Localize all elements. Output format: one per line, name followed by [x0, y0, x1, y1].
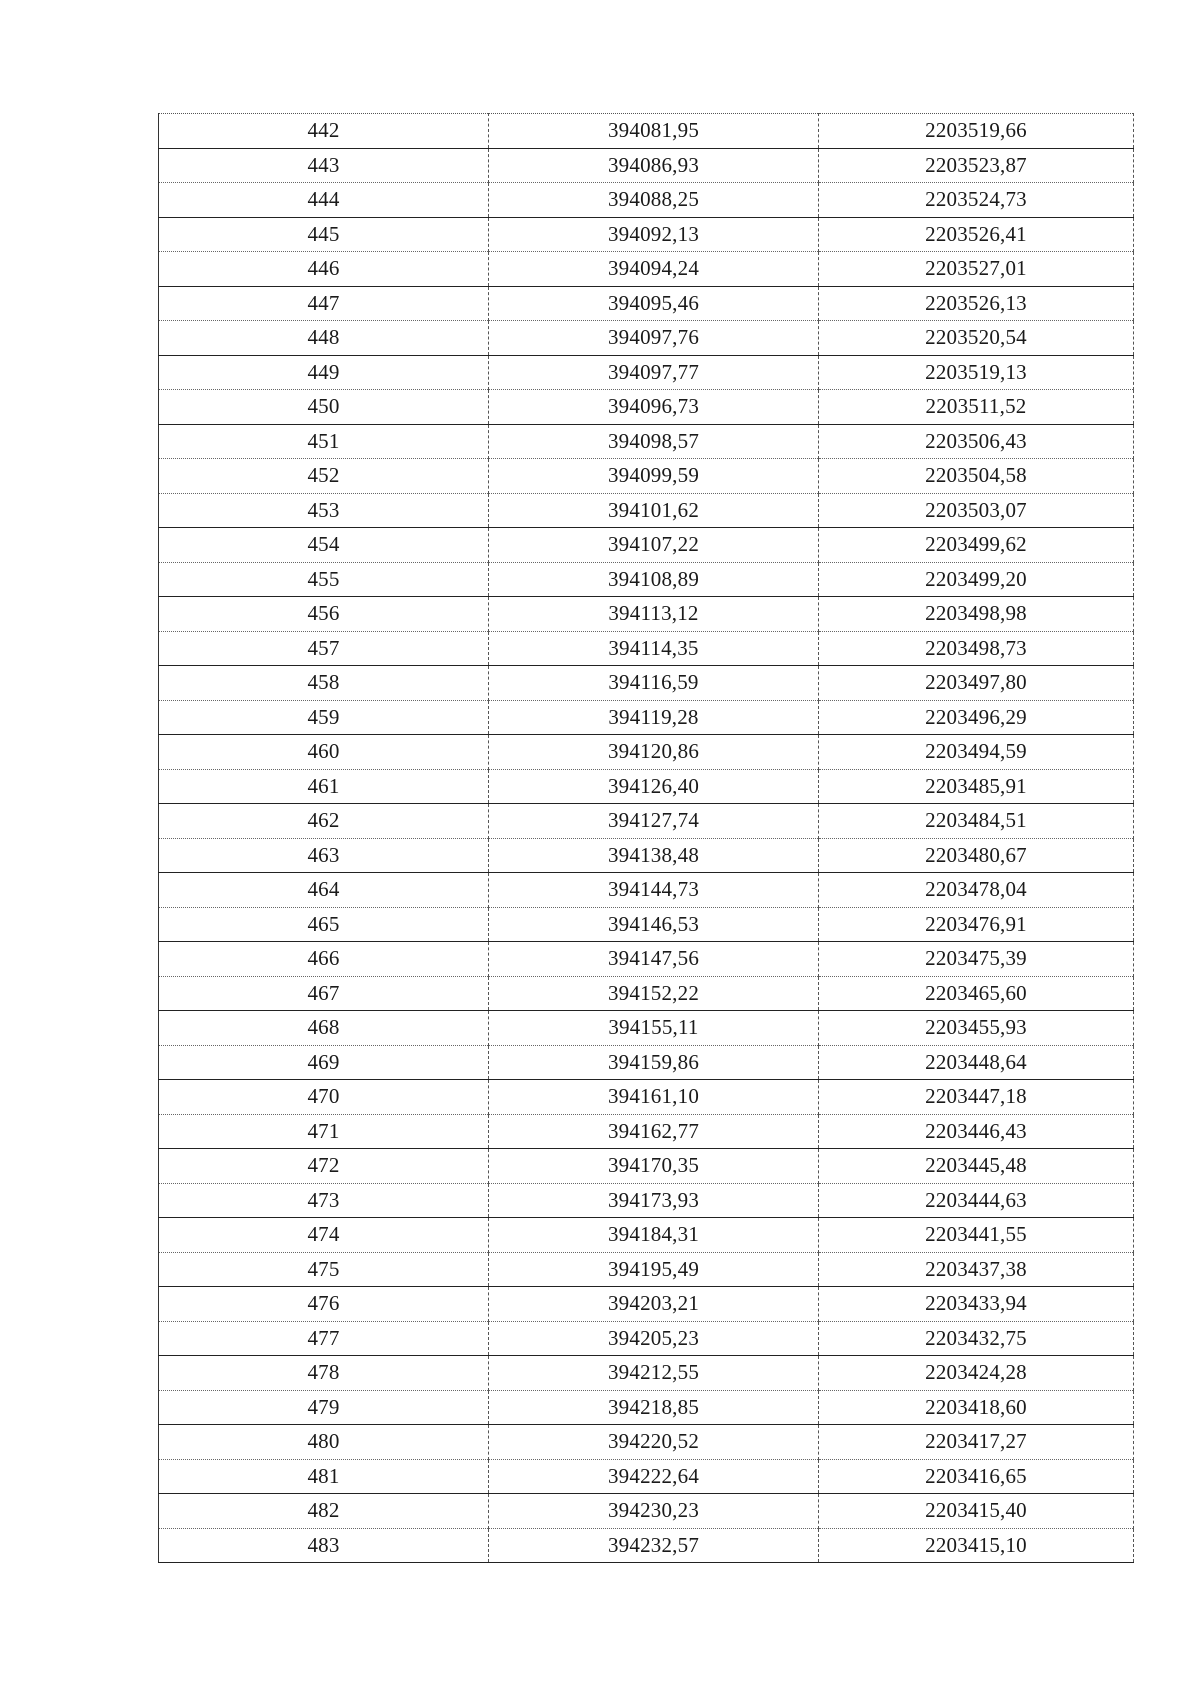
y-coordinate-cell: 2203446,43 — [819, 1114, 1134, 1149]
y-coordinate-cell: 2203465,60 — [819, 976, 1134, 1011]
table-row — [159, 321, 1134, 356]
x-coordinate-cell: 394097,77 — [489, 355, 819, 390]
x-coordinate-cell: 394147,56 — [489, 942, 819, 977]
point-number-cell: 445 — [159, 217, 489, 252]
point-number-cell: 443 — [159, 148, 489, 183]
y-coordinate-cell: 2203480,67 — [819, 838, 1134, 873]
point-number-cell: 480 — [159, 1425, 489, 1460]
x-coordinate-cell: 394108,89 — [489, 562, 819, 597]
point-number-cell: 453 — [159, 493, 489, 528]
point-number-cell: 472 — [159, 1149, 489, 1184]
table-row — [159, 355, 1134, 390]
y-coordinate-cell: 2203498,98 — [819, 597, 1134, 632]
table-row — [159, 735, 1134, 770]
y-coordinate-cell: 2203526,41 — [819, 217, 1134, 252]
y-coordinate-cell: 2203503,07 — [819, 493, 1134, 528]
table-row — [159, 1183, 1134, 1218]
y-coordinate-cell: 2203485,91 — [819, 769, 1134, 804]
point-number-cell: 455 — [159, 562, 489, 597]
y-coordinate-cell: 2203475,39 — [819, 942, 1134, 977]
table-row — [159, 1149, 1134, 1184]
point-number-cell: 477 — [159, 1321, 489, 1356]
point-number-cell: 451 — [159, 424, 489, 459]
x-coordinate-cell: 394146,53 — [489, 907, 819, 942]
table-row — [159, 424, 1134, 459]
x-coordinate-cell: 394114,35 — [489, 631, 819, 666]
table-row — [159, 873, 1134, 908]
point-number-cell: 476 — [159, 1287, 489, 1322]
point-number-cell: 450 — [159, 390, 489, 425]
x-coordinate-cell: 394086,93 — [489, 148, 819, 183]
table-row — [159, 114, 1134, 149]
point-number-cell: 479 — [159, 1390, 489, 1425]
point-number-cell: 470 — [159, 1080, 489, 1115]
x-coordinate-cell: 394097,76 — [489, 321, 819, 356]
table-row — [159, 1218, 1134, 1253]
point-number-cell: 465 — [159, 907, 489, 942]
x-coordinate-cell: 394155,11 — [489, 1011, 819, 1046]
table-row — [159, 148, 1134, 183]
point-number-cell: 442 — [159, 114, 489, 149]
x-coordinate-cell: 394098,57 — [489, 424, 819, 459]
point-number-cell: 454 — [159, 528, 489, 563]
x-coordinate-cell: 394120,86 — [489, 735, 819, 770]
x-coordinate-cell: 394212,55 — [489, 1356, 819, 1391]
y-coordinate-cell: 2203511,52 — [819, 390, 1134, 425]
point-number-cell: 475 — [159, 1252, 489, 1287]
table-row — [159, 1287, 1134, 1322]
x-coordinate-cell: 394092,13 — [489, 217, 819, 252]
y-coordinate-cell: 2203478,04 — [819, 873, 1134, 908]
y-coordinate-cell: 2203447,18 — [819, 1080, 1134, 1115]
table-row — [159, 1252, 1134, 1287]
point-number-cell: 449 — [159, 355, 489, 390]
y-coordinate-cell: 2203499,20 — [819, 562, 1134, 597]
point-number-cell: 460 — [159, 735, 489, 770]
x-coordinate-cell: 394119,28 — [489, 700, 819, 735]
x-coordinate-cell: 394116,59 — [489, 666, 819, 701]
table-row — [159, 631, 1134, 666]
y-coordinate-cell: 2203524,73 — [819, 183, 1134, 218]
point-number-cell: 463 — [159, 838, 489, 873]
table-row — [159, 1459, 1134, 1494]
table-row — [159, 562, 1134, 597]
x-coordinate-cell: 394095,46 — [489, 286, 819, 321]
y-coordinate-cell: 2203519,13 — [819, 355, 1134, 390]
table-row — [159, 1080, 1134, 1115]
x-coordinate-cell: 394107,22 — [489, 528, 819, 563]
y-coordinate-cell: 2203499,62 — [819, 528, 1134, 563]
y-coordinate-cell: 2203498,73 — [819, 631, 1134, 666]
y-coordinate-cell: 2203520,54 — [819, 321, 1134, 356]
point-number-cell: 478 — [159, 1356, 489, 1391]
point-number-cell: 462 — [159, 804, 489, 839]
table-row — [159, 907, 1134, 942]
y-coordinate-cell: 2203424,28 — [819, 1356, 1134, 1391]
y-coordinate-cell: 2203519,66 — [819, 114, 1134, 149]
x-coordinate-cell: 394222,64 — [489, 1459, 819, 1494]
y-coordinate-cell: 2203432,75 — [819, 1321, 1134, 1356]
point-number-cell: 483 — [159, 1528, 489, 1563]
point-number-cell: 481 — [159, 1459, 489, 1494]
table-row — [159, 252, 1134, 287]
point-number-cell: 468 — [159, 1011, 489, 1046]
point-number-cell: 461 — [159, 769, 489, 804]
x-coordinate-cell: 394096,73 — [489, 390, 819, 425]
table-row — [159, 804, 1134, 839]
y-coordinate-cell: 2203496,29 — [819, 700, 1134, 735]
coordinates-table — [158, 113, 1134, 1563]
table-row — [159, 217, 1134, 252]
y-coordinate-cell: 2203445,48 — [819, 1149, 1134, 1184]
table-row — [159, 700, 1134, 735]
x-coordinate-cell: 394127,74 — [489, 804, 819, 839]
x-coordinate-cell: 394232,57 — [489, 1528, 819, 1563]
table-row — [159, 1494, 1134, 1529]
x-coordinate-cell: 394144,73 — [489, 873, 819, 908]
y-coordinate-cell: 2203444,63 — [819, 1183, 1134, 1218]
y-coordinate-cell: 2203526,13 — [819, 286, 1134, 321]
y-coordinate-cell: 2203441,55 — [819, 1218, 1134, 1253]
y-coordinate-cell: 2203437,38 — [819, 1252, 1134, 1287]
table-row — [159, 1321, 1134, 1356]
point-number-cell: 457 — [159, 631, 489, 666]
x-coordinate-cell: 394138,48 — [489, 838, 819, 873]
point-number-cell: 447 — [159, 286, 489, 321]
point-number-cell: 458 — [159, 666, 489, 701]
point-number-cell: 469 — [159, 1045, 489, 1080]
x-coordinate-cell: 394088,25 — [489, 183, 819, 218]
x-coordinate-cell: 394101,62 — [489, 493, 819, 528]
y-coordinate-cell: 2203506,43 — [819, 424, 1134, 459]
y-coordinate-cell: 2203448,64 — [819, 1045, 1134, 1080]
table-row — [159, 459, 1134, 494]
point-number-cell: 482 — [159, 1494, 489, 1529]
x-coordinate-cell: 394126,40 — [489, 769, 819, 804]
y-coordinate-cell: 2203527,01 — [819, 252, 1134, 287]
table-row — [159, 1114, 1134, 1149]
x-coordinate-cell: 394099,59 — [489, 459, 819, 494]
point-number-cell: 466 — [159, 942, 489, 977]
point-number-cell: 444 — [159, 183, 489, 218]
x-coordinate-cell: 394218,85 — [489, 1390, 819, 1425]
y-coordinate-cell: 2203504,58 — [819, 459, 1134, 494]
point-number-cell: 467 — [159, 976, 489, 1011]
table-row — [159, 976, 1134, 1011]
x-coordinate-cell: 394173,93 — [489, 1183, 819, 1218]
y-coordinate-cell: 2203415,10 — [819, 1528, 1134, 1563]
table-row — [159, 183, 1134, 218]
point-number-cell: 452 — [159, 459, 489, 494]
y-coordinate-cell: 2203433,94 — [819, 1287, 1134, 1322]
y-coordinate-cell: 2203416,65 — [819, 1459, 1134, 1494]
x-coordinate-cell: 394152,22 — [489, 976, 819, 1011]
point-number-cell: 448 — [159, 321, 489, 356]
table-row — [159, 838, 1134, 873]
point-number-cell: 473 — [159, 1183, 489, 1218]
table-row — [159, 390, 1134, 425]
y-coordinate-cell: 2203497,80 — [819, 666, 1134, 701]
point-number-cell: 459 — [159, 700, 489, 735]
point-number-cell: 456 — [159, 597, 489, 632]
table-row — [159, 1425, 1134, 1460]
table-row — [159, 1045, 1134, 1080]
table-row — [159, 528, 1134, 563]
y-coordinate-cell: 2203418,60 — [819, 1390, 1134, 1425]
y-coordinate-cell: 2203415,40 — [819, 1494, 1134, 1529]
x-coordinate-cell: 394113,12 — [489, 597, 819, 632]
table-row — [159, 1356, 1134, 1391]
x-coordinate-cell: 394195,49 — [489, 1252, 819, 1287]
x-coordinate-cell: 394159,86 — [489, 1045, 819, 1080]
x-coordinate-cell: 394094,24 — [489, 252, 819, 287]
table-row — [159, 666, 1134, 701]
point-number-cell: 474 — [159, 1218, 489, 1253]
x-coordinate-cell: 394162,77 — [489, 1114, 819, 1149]
point-number-cell: 464 — [159, 873, 489, 908]
x-coordinate-cell: 394203,21 — [489, 1287, 819, 1322]
x-coordinate-cell: 394230,23 — [489, 1494, 819, 1529]
x-coordinate-cell: 394184,31 — [489, 1218, 819, 1253]
table-row — [159, 286, 1134, 321]
y-coordinate-cell: 2203476,91 — [819, 907, 1134, 942]
table-row — [159, 597, 1134, 632]
y-coordinate-cell: 2203523,87 — [819, 148, 1134, 183]
table-row — [159, 942, 1134, 977]
y-coordinate-cell: 2203455,93 — [819, 1011, 1134, 1046]
point-number-cell: 471 — [159, 1114, 489, 1149]
coordinates-table-body — [159, 114, 1134, 1563]
x-coordinate-cell: 394081,95 — [489, 114, 819, 149]
y-coordinate-cell: 2203417,27 — [819, 1425, 1134, 1460]
table-row — [159, 493, 1134, 528]
table-row — [159, 769, 1134, 804]
y-coordinate-cell: 2203484,51 — [819, 804, 1134, 839]
table-row — [159, 1528, 1134, 1563]
x-coordinate-cell: 394205,23 — [489, 1321, 819, 1356]
x-coordinate-cell: 394170,35 — [489, 1149, 819, 1184]
y-coordinate-cell: 2203494,59 — [819, 735, 1134, 770]
x-coordinate-cell: 394220,52 — [489, 1425, 819, 1460]
table-row — [159, 1390, 1134, 1425]
table-row — [159, 1011, 1134, 1046]
point-number-cell: 446 — [159, 252, 489, 287]
x-coordinate-cell: 394161,10 — [489, 1080, 819, 1115]
